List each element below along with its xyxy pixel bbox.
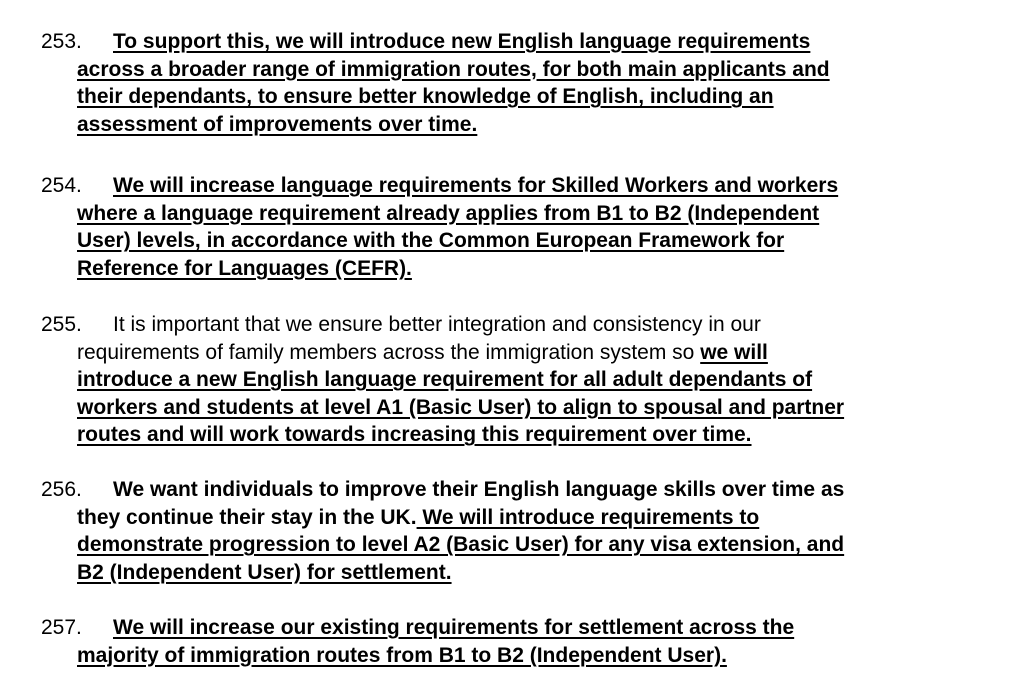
paragraph-text-line xyxy=(77,504,977,532)
bold-text: they continue their stay in the UK. xyxy=(77,505,417,529)
paragraph-255 xyxy=(41,311,977,449)
paragraph-text-line: To support this, we will introduce new English language requirements xyxy=(113,30,811,53)
plain-text: requirements of family members across the immigration system so xyxy=(77,340,701,364)
paragraph-text-line: User) levels, in accordance with the Common European Framework for xyxy=(77,229,785,253)
paragraph-number: 257. xyxy=(41,616,82,639)
paragraph-text-line xyxy=(77,339,977,367)
paragraph-number: 255. xyxy=(41,313,82,336)
paragraph-257 xyxy=(41,614,977,669)
paragraph-text-line: We want individuals to improve their English language skills over time as xyxy=(113,478,845,501)
emphasized-text: we will xyxy=(700,340,768,364)
paragraph-text-line: It is important that we ensure better integration and consistency in our xyxy=(113,313,761,336)
paragraph-text-line: We will increase language requirements for Skilled Workers and workers xyxy=(113,174,839,197)
paragraph-text-line: assessment of improvements over time. xyxy=(77,112,478,136)
paragraph-number: 253. xyxy=(41,30,82,53)
paragraph-text-line: where a language requirement already applies from B1 to B2 (Independent xyxy=(77,201,820,225)
paragraph-text-line: Reference for Languages (CEFR). xyxy=(77,256,412,280)
paragraph-254 xyxy=(41,172,977,282)
paragraph-text-line: workers and students at level A1 (Basic User) to align to spousal and partner xyxy=(77,395,845,419)
paragraph-text-line: B2 (Independent User) for settlement. xyxy=(77,560,452,584)
paragraph-text-line: introduce a new English language requirement for all adult dependants of xyxy=(77,368,813,392)
emphasized-text: We will introduce requirements to xyxy=(416,505,760,529)
paragraph-number: 254. xyxy=(41,174,82,197)
paragraph-text-line: demonstrate progression to level A2 (Basic User) for any visa extension, and xyxy=(77,533,845,557)
paragraph-256 xyxy=(41,476,977,586)
paragraph-text-line: We will increase our existing requirements for settlement across the xyxy=(113,616,795,639)
paragraph-text-line: across a broader range of immigration routes, for both main applicants and xyxy=(77,57,830,81)
paragraph-text-line: majority of immigration routes from B1 to B2 (Independent User). xyxy=(77,643,727,667)
paragraph-253 xyxy=(41,28,977,138)
paragraph-text-line: their dependants, to ensure better knowledge of English, including an xyxy=(77,85,774,109)
paragraph-number: 256. xyxy=(41,478,82,501)
paragraph-text-line: routes and will work towards increasing this requirement over time. xyxy=(77,423,752,447)
